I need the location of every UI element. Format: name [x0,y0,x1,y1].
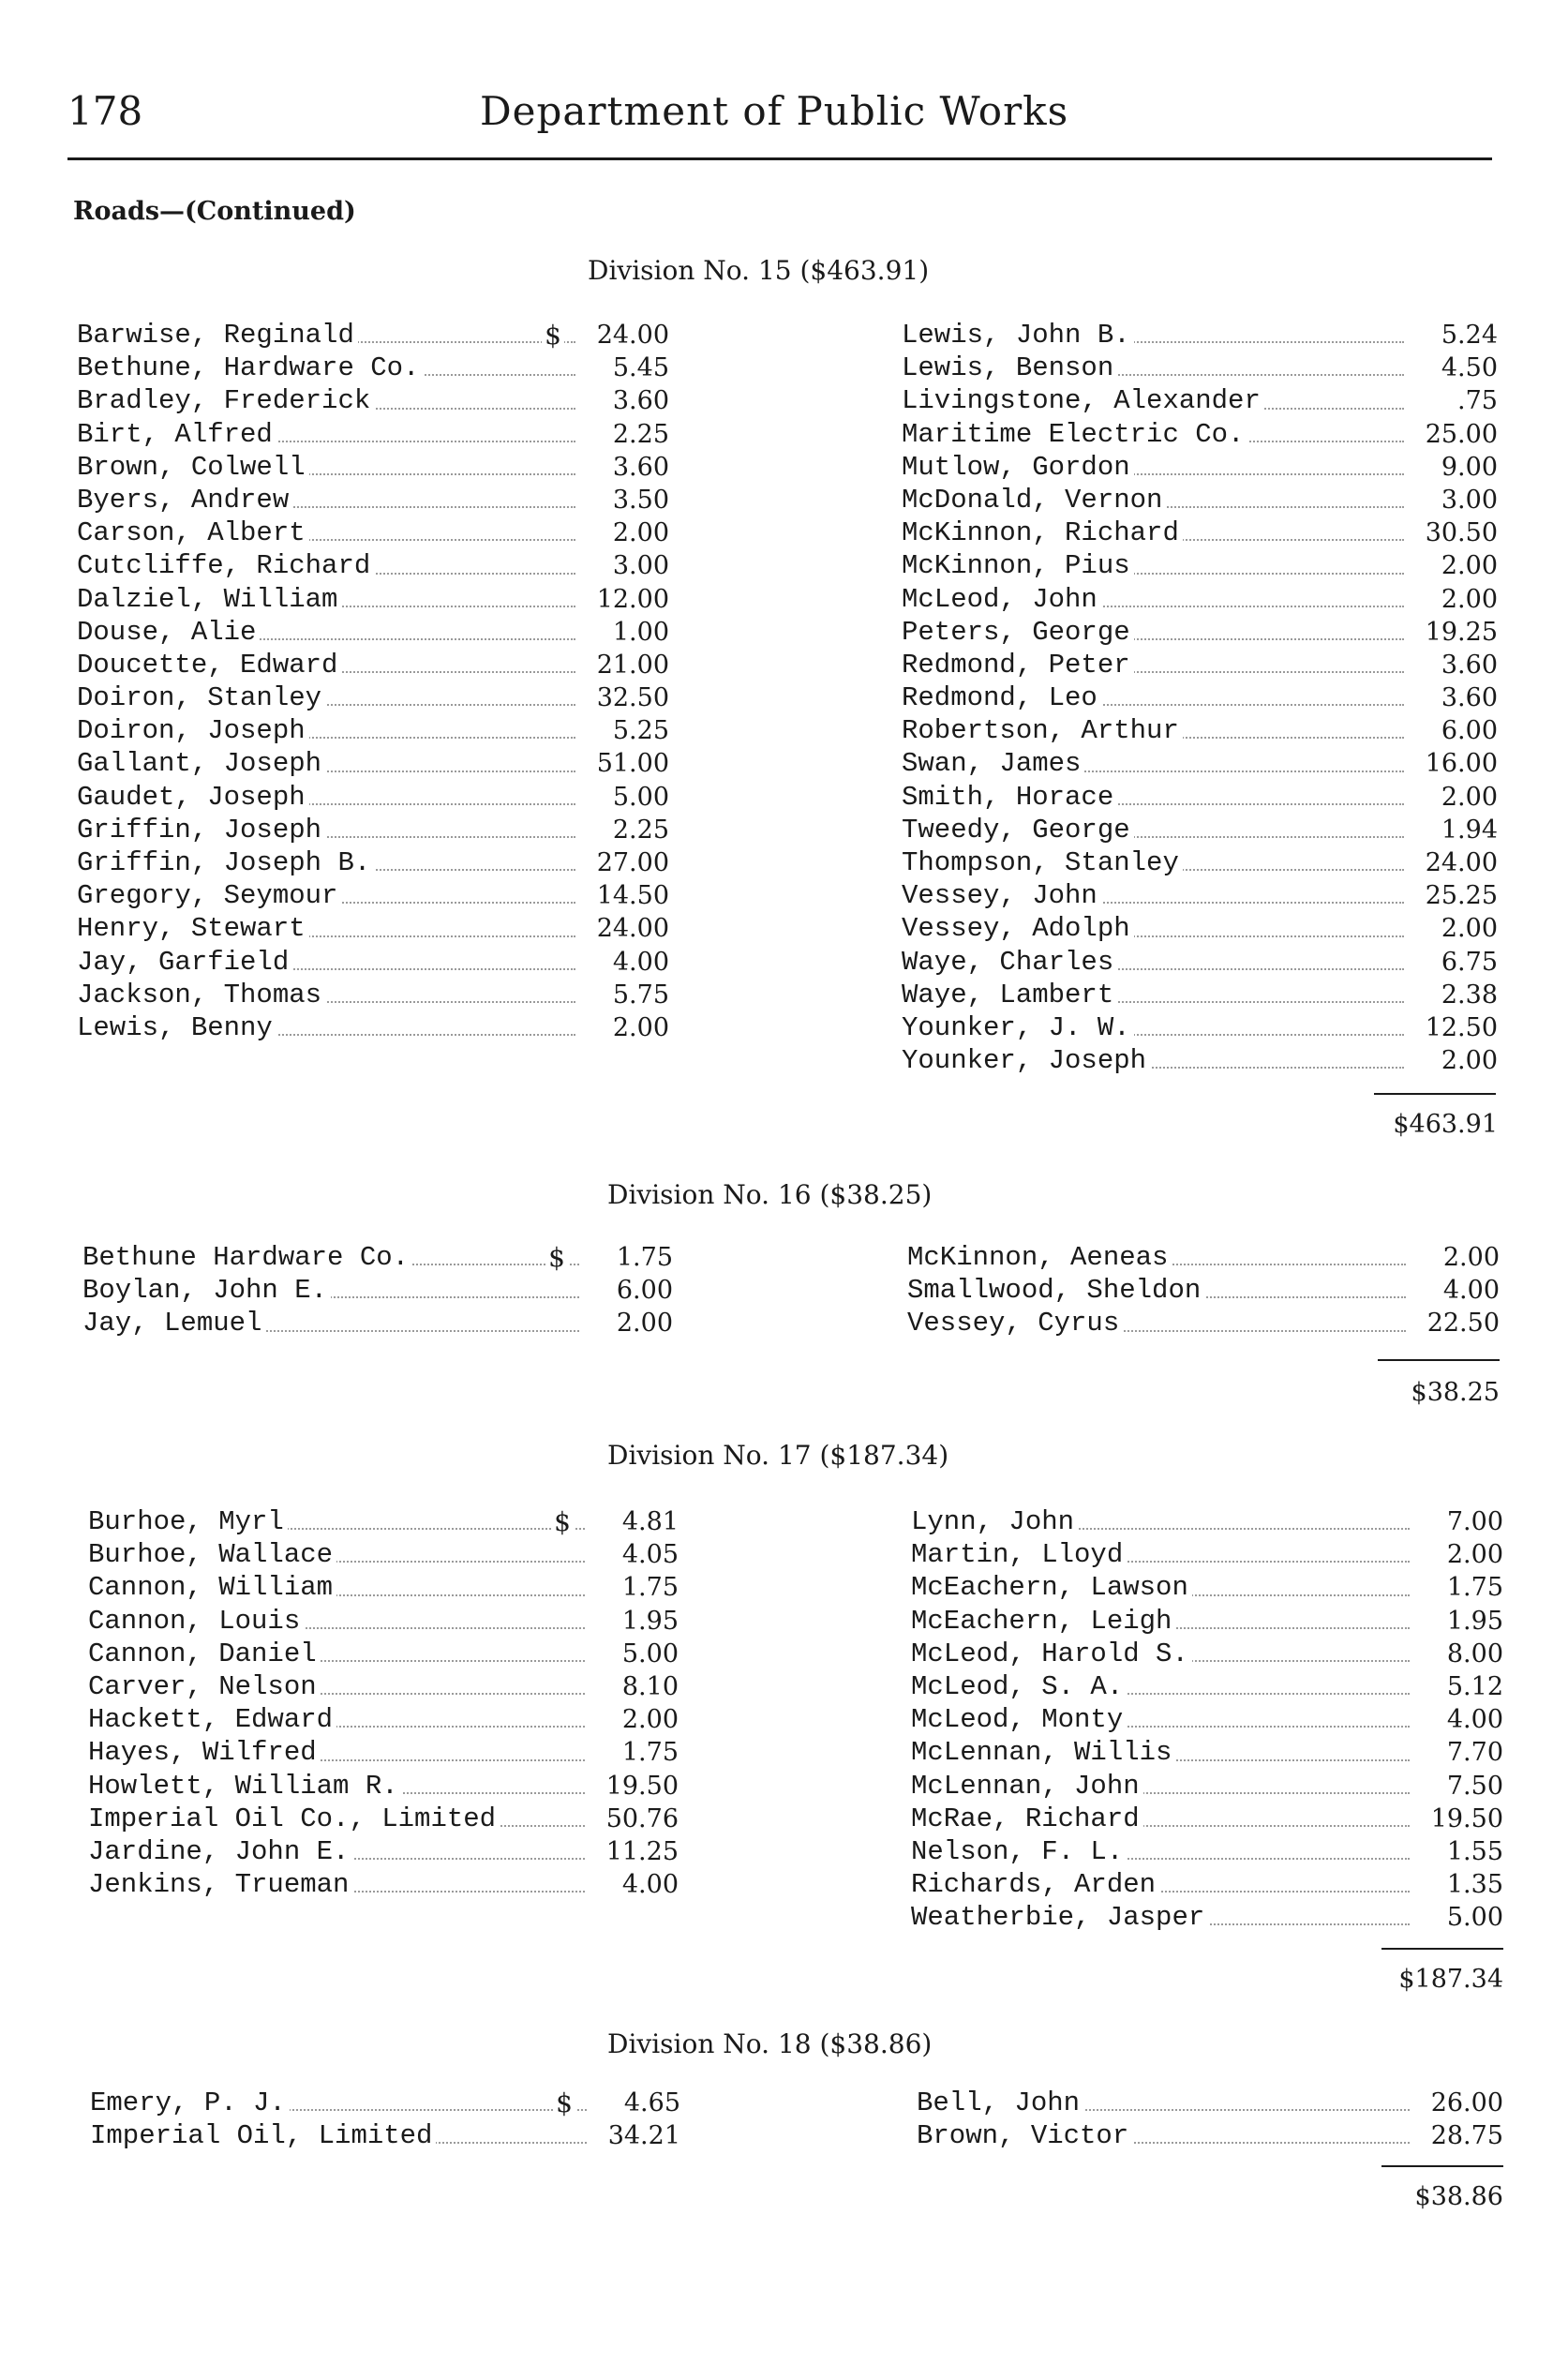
ledger-entry [77,384,669,417]
ledger-entry [90,2119,680,2152]
right-column [907,1241,1500,1340]
payee-name: Bradley, Frederick [77,384,374,417]
ledger-entry [77,714,669,747]
payee-name: Boylan, John E. [82,1274,331,1307]
division-title: Division No. 15 ($463.91) [588,255,930,286]
amount: 2.00 [612,1012,669,1042]
payee-name: Brown, Victor [917,2119,1132,2152]
payee-name: Mutlow, Gordon [902,451,1134,484]
payee-name: Vessey, John [902,879,1101,912]
ledger-entry [917,2087,1503,2119]
ledger-entry [902,879,1498,912]
ledger-entry [911,1505,1503,1538]
amount: 4.00 [1446,1705,1503,1735]
amount: 5.12 [1446,1671,1503,1701]
payee-name: Douse, Alie [77,616,260,649]
ledger-entry [917,2119,1503,2152]
amount: 1.35 [1446,1870,1503,1900]
ledger-entry [77,879,669,912]
ledger-entry [911,1605,1503,1638]
ledger-entry [911,1835,1503,1868]
payee-name: Redmond, Leo [902,681,1101,714]
page-header [67,82,1492,160]
amount: 22.50 [1426,1309,1500,1339]
payee-name: Lewis, Benny [77,1011,276,1044]
amount: 4.81 [621,1507,679,1536]
currency-symbol: $ [542,319,564,352]
ledger-entry [902,484,1498,516]
ledger-entry [902,516,1498,549]
payee-name: Swan, James [902,747,1084,780]
payee-name: McLennan, Willis [911,1736,1175,1769]
amount: 5.45 [612,353,669,383]
ledger-entry [88,1505,679,1538]
amount: 26.00 [1430,2088,1503,2117]
payee-name: McEachern, Lawson [911,1571,1192,1604]
amount: 19.50 [1430,1803,1503,1833]
ledger-entry [82,1307,673,1339]
left-column [82,1241,673,1340]
amount: 1.75 [616,1243,673,1272]
ledger-entry [902,814,1498,846]
payee-name: Birt, Alfred [77,418,276,451]
ledger-entry [911,1571,1503,1604]
ledger-entry [911,1703,1503,1736]
amount: 5.00 [1446,1903,1503,1933]
amount: 1.95 [1446,1606,1503,1636]
ledger-entry [77,549,669,582]
payee-name: Smallwood, Sheldon [907,1274,1204,1307]
payee-name: Jardine, John E. [88,1835,352,1868]
payee-name: Burhoe, Myrl [88,1505,288,1538]
payee-name: Bell, John [917,2087,1083,2119]
payee-name: McKinnon, Pius [902,549,1134,582]
ledger-entry [77,747,669,780]
amount: 51.00 [596,749,669,779]
ledger-entry [88,1638,679,1670]
payee-name: McDonald, Vernon [902,484,1166,516]
ledger-entry [88,1868,679,1901]
payee-name: McLennan, John [911,1770,1143,1803]
ledger-entry [77,319,669,352]
payee-name: Thompson, Stanley [902,846,1183,879]
amount: 19.50 [605,1771,679,1801]
payee-name: Peters, George [902,616,1134,649]
total-rule [1374,1093,1496,1095]
ledger-entry [902,946,1498,979]
payee-name: Jackson, Thomas [77,979,325,1011]
payee-name: Howlett, William R. [88,1770,402,1803]
ledger-entry [77,352,669,384]
payee-name: McKinnon, Richard [902,516,1183,549]
amount: 5.25 [612,716,669,746]
amount: 3.50 [612,485,669,515]
division-17 [77,1440,1501,2012]
ledger-entry [77,418,669,451]
amount: 3.60 [1441,650,1498,680]
payee-name: Byers, Andrew [77,484,292,516]
ledger-entry [88,1605,679,1638]
payee-name: Dalziel, William [77,583,341,616]
amount: 4.65 [623,2088,680,2117]
amount: 7.50 [1446,1771,1503,1801]
amount: 5.00 [621,1638,679,1668]
ledger-entry [77,516,669,549]
left-column [88,1505,679,1901]
ledger-entry [77,814,669,846]
payee-name: Emery, P. J. [90,2087,290,2119]
amount: 24.00 [1425,848,1498,877]
payee-name: Tweedy, George [902,814,1134,846]
payee-name: Griffin, Joseph [77,814,325,846]
amount: 8.00 [1446,1638,1503,1668]
amount: 4.50 [1441,353,1498,383]
amount: 25.25 [1425,881,1498,911]
amount: 50.76 [605,1803,679,1833]
ledger-entry [77,781,669,814]
ledger-entry [907,1307,1500,1339]
amount: 1.75 [621,1573,679,1603]
currency-symbol: $ [551,1505,574,1538]
ledger-entry [82,1274,673,1307]
division-title: Division No. 16 ($38.25) [607,1179,933,1210]
ledger-entry [911,1868,1503,1901]
amount: 2.00 [1446,1540,1503,1570]
payee-name: McLeod, Monty [911,1703,1127,1736]
payee-name: Waye, Charles [902,946,1117,979]
payee-name: Richards, Arden [911,1868,1159,1901]
amount: 6.75 [1441,947,1498,977]
ledger-entry [77,451,669,484]
amount: 5.24 [1441,321,1498,350]
division-total: $463.91 [1393,1110,1498,1139]
total-rule [1378,1359,1500,1361]
amount: 2.00 [1441,1046,1498,1076]
amount: 12.00 [596,584,669,614]
payee-name: Gregory, Seymour [77,879,341,912]
payee-name: Imperial Oil Co., Limited [88,1803,500,1835]
ledger-entry [902,649,1498,681]
page-number: 178 [67,88,143,134]
ledger-entry [911,1803,1503,1835]
amount: 14.50 [596,881,669,911]
right-column [902,319,1498,1077]
amount: 3.60 [612,386,669,416]
payee-name: Carson, Albert [77,516,309,549]
division-title: Division No. 18 ($38.86) [607,2028,933,2059]
payee-name: Nelson, F. L. [911,1835,1127,1868]
ledger-entry [902,451,1498,484]
ledger-entry [902,1044,1498,1077]
ledger-entry [88,1803,679,1835]
ledger-entry [902,319,1498,352]
payee-name: McLeod, Harold S. [911,1638,1192,1670]
amount: 12.50 [1425,1012,1498,1042]
currency-symbol: $ [545,1241,568,1274]
amount: 27.00 [596,848,669,877]
right-column [917,2087,1503,2152]
payee-name: Brown, Colwell [77,451,309,484]
payee-name: Cannon, William [88,1571,336,1604]
ledger-entry [88,1835,679,1868]
amount: 2.00 [612,518,669,548]
ledger-entry [902,714,1498,747]
ledger-entry [907,1241,1500,1274]
ledger-entry [77,912,669,945]
payee-name: Martin, Lloyd [911,1538,1127,1571]
ledger-entry [77,979,669,1011]
amount: 4.05 [621,1540,679,1570]
page-title: Department of Public Works [480,88,1069,134]
ledger-entry [902,418,1498,451]
amount: 3.00 [1441,485,1498,515]
amount: 4.00 [612,947,669,977]
amount: 6.00 [1441,716,1498,746]
division-16 [77,1179,1501,1414]
payee-name: Redmond, Peter [902,649,1134,681]
amount: 34.21 [607,2121,680,2151]
ledger-entry [902,912,1498,945]
amount: 1.95 [621,1606,679,1636]
amount: 1.55 [1446,1836,1503,1866]
ledger-entry [77,616,669,649]
ledger-entry [902,846,1498,879]
payee-name: Younker, Joseph [902,1044,1150,1077]
payee-name: Cannon, Daniel [88,1638,321,1670]
ledger-entry [77,946,669,979]
amount: 2.38 [1441,980,1498,1010]
ledger-entry [911,1901,1503,1934]
division-18 [77,2028,1501,2244]
amount: 1.75 [621,1738,679,1768]
payee-name: Griffin, Joseph B. [77,846,374,879]
amount: 4.00 [621,1870,679,1900]
payee-name: Doiron, Joseph [77,714,309,747]
ledger-entry [77,1011,669,1044]
amount: 21.00 [596,650,669,680]
amount: 2.00 [621,1705,679,1735]
right-column [911,1505,1503,1934]
payee-name: Lynn, John [911,1505,1078,1538]
division-title: Division No. 17 ($187.34) [607,1440,949,1471]
ledger-entry [77,649,669,681]
amount: 5.00 [612,782,669,812]
ledger-entry [77,846,669,879]
division-15 [77,255,1501,1155]
ledger-entry [902,549,1498,582]
ledger-entry [911,1736,1503,1769]
payee-name: Younker, J. W. [902,1011,1134,1044]
amount: 2.25 [612,419,669,449]
payee-name: Cutcliffe, Richard [77,549,374,582]
amount: 1.94 [1441,815,1498,845]
payee-name: McRae, Richard [911,1803,1143,1835]
amount: 2.00 [1442,1243,1500,1272]
amount: 6.00 [616,1276,673,1306]
ledger-entry [911,1538,1503,1571]
amount: 25.00 [1425,419,1498,449]
ledger-entry [902,352,1498,384]
payee-name: Lewis, John B. [902,319,1134,352]
amount: 2.25 [612,815,669,845]
ledger-entry [88,1703,679,1736]
amount: 28.75 [1430,2121,1503,2151]
payee-name: Doiron, Stanley [77,681,325,714]
amount: 1.75 [1446,1573,1503,1603]
amount: 24.00 [596,321,669,350]
payee-name: Bethune, Hardware Co. [77,352,423,384]
ledger-entry [90,2087,680,2119]
payee-name: McLeod, S. A. [911,1670,1127,1703]
ledger-entry [902,979,1498,1011]
ledger-entry [902,583,1498,616]
ledger-entry [77,681,669,714]
payee-name: Gallant, Joseph [77,747,325,780]
payee-name: Maritime Electric Co. [902,418,1247,451]
amount: 2.00 [1441,782,1498,812]
amount: 32.50 [596,683,669,713]
amount: .75 [1457,386,1498,416]
payee-name: Jay, Lemuel [82,1307,265,1339]
amount: 5.75 [612,980,669,1010]
amount: 1.00 [612,617,669,647]
payee-name: Gaudet, Joseph [77,781,309,814]
left-column [90,2087,680,2152]
ledger-entry [902,616,1498,649]
payee-name: McLeod, John [902,583,1101,616]
ledger-entry [82,1241,673,1274]
division-total: $38.25 [1411,1378,1500,1407]
ledger-entry [88,1538,679,1571]
amount: 2.00 [1441,551,1498,581]
ledger-entry [88,1770,679,1803]
payee-name: Cannon, Louis [88,1605,304,1638]
payee-name: Lewis, Benson [902,352,1117,384]
ledger-entry [902,1011,1498,1044]
ledger-entry [77,484,669,516]
ledger-entry [911,1770,1503,1803]
ledger-entry [88,1736,679,1769]
payee-name: Smith, Horace [902,781,1117,814]
amount: 30.50 [1425,518,1498,548]
payee-name: Doucette, Edward [77,649,341,681]
payee-name: Vessey, Cyrus [907,1307,1123,1339]
ledger-entry [911,1638,1503,1670]
payee-name: Jenkins, Trueman [88,1868,352,1901]
amount: 9.00 [1441,452,1498,482]
amount: 2.00 [1441,584,1498,614]
ledger-entry [902,781,1498,814]
amount: 24.00 [596,914,669,944]
amount: 2.00 [616,1309,673,1339]
payee-name: Burhoe, Wallace [88,1538,336,1571]
payee-name: Weatherbie, Jasper [911,1901,1208,1934]
payee-name: Hayes, Wilfred [88,1736,321,1769]
payee-name: Jay, Garfield [77,946,292,979]
division-total: $187.34 [1398,1965,1503,1994]
amount: 16.00 [1425,749,1498,779]
payee-name: Vessey, Adolph [902,912,1134,945]
payee-name: McEachern, Leigh [911,1605,1175,1638]
ledger-entry [902,681,1498,714]
amount: 3.00 [612,551,669,581]
amount: 3.60 [1441,683,1498,713]
left-column [77,319,669,1044]
amount: 4.00 [1442,1276,1500,1306]
division-total: $38.86 [1414,2182,1503,2211]
amount: 2.00 [1441,914,1498,944]
ledger-entry [907,1274,1500,1307]
ledger-entry [902,747,1498,780]
amount: 7.00 [1446,1507,1503,1536]
payee-name: McKinnon, Aeneas [907,1241,1172,1274]
payee-name: Robertson, Arthur [902,714,1183,747]
payee-name: Bethune Hardware Co. [82,1241,412,1274]
amount: 3.60 [612,452,669,482]
ledger-entry [77,583,669,616]
payee-name: Barwise, Reginald [77,319,358,352]
ledger-entry [911,1670,1503,1703]
total-rule [1381,2165,1503,2167]
amount: 19.25 [1425,617,1498,647]
ledger-entry [88,1571,679,1604]
payee-name: Waye, Lambert [902,979,1117,1011]
payee-name: Livingstone, Alexander [902,384,1264,417]
section-heading: Roads—(Continued) [73,197,356,226]
total-rule [1381,1948,1503,1950]
amount: 11.25 [605,1836,679,1866]
payee-name: Imperial Oil, Limited [90,2119,436,2152]
payee-name: Henry, Stewart [77,912,309,945]
currency-symbol: $ [553,2087,575,2119]
payee-name: Carver, Nelson [88,1670,321,1703]
ledger-entry [88,1670,679,1703]
amount: 8.10 [621,1671,679,1701]
payee-name: Hackett, Edward [88,1703,336,1736]
amount: 7.70 [1446,1738,1503,1768]
ledger-entry [902,384,1498,417]
